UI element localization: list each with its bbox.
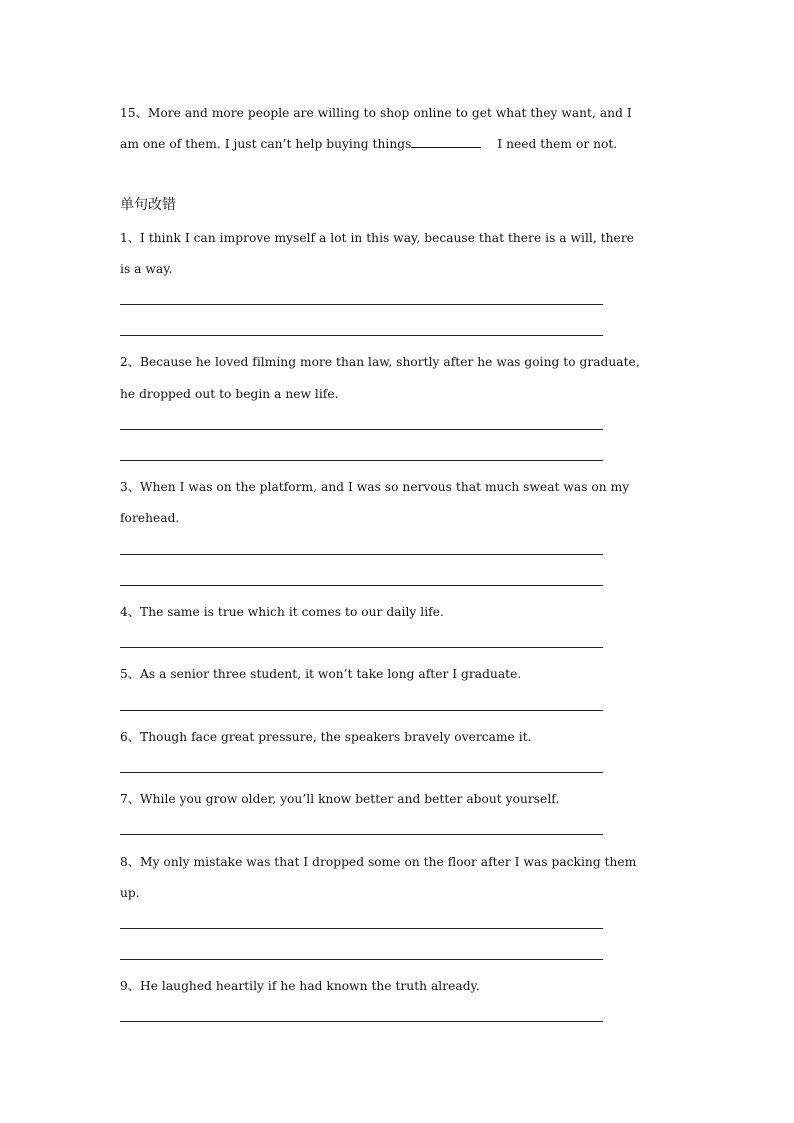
- item-6-line-1: 6、Though face great pressure, the speakers bravely overcame it.: [120, 730, 532, 744]
- question-15-blank[interactable]: [411, 136, 481, 148]
- item-8-answer-line-1[interactable]: [120, 928, 603, 929]
- item-4-line-1: 4、The same is true which it comes to our daily life.: [120, 605, 444, 619]
- item-2-answer-line-1[interactable]: [120, 429, 603, 430]
- item-3-line-2: forehead.: [120, 511, 180, 525]
- question-15-text-b: I need them or not.: [493, 137, 618, 151]
- item-3-answer-line-2[interactable]: [120, 585, 603, 586]
- question-15-line-1: 15、More and more people are willing to shop online to get what they want, and I: [120, 106, 632, 120]
- item-8-line-2: up.: [120, 886, 140, 900]
- item-8-answer-line-2[interactable]: [120, 959, 603, 960]
- question-15-text-a: am one of them. I just can’t help buying things: [120, 137, 412, 151]
- item-4-answer-line[interactable]: [120, 647, 603, 648]
- item-9-line-1: 9、He laughed heartily if he had known the truth already.: [120, 979, 480, 993]
- item-3-line-1: 3、When I was on the platform, and I was so nervous that much sweat was on my: [120, 480, 630, 494]
- item-1-answer-line-2[interactable]: [120, 335, 603, 336]
- item-7-answer-line[interactable]: [120, 834, 603, 835]
- item-2-line-2: he dropped out to begin a new life.: [120, 387, 339, 401]
- question-15-line-2: [120, 136, 680, 152]
- item-5-line-1: 5、As a senior three student, it won’t take long after I graduate.: [120, 667, 522, 681]
- item-2-answer-line-2[interactable]: [120, 460, 603, 461]
- item-3-answer-line-1[interactable]: [120, 554, 603, 555]
- item-5-answer-line[interactable]: [120, 710, 603, 711]
- item-7-line-1: 7、While you grow older, you’ll know better and better about yourself.: [120, 792, 560, 806]
- item-1-answer-line-1[interactable]: [120, 304, 603, 305]
- section-title: 单句改错: [120, 197, 176, 213]
- item-1-line-1: 1、I think I can improve myself a lot in this way, because that there is a will, there: [120, 231, 634, 245]
- item-2-line-1: 2、Because he loved filming more than law, shortly after he was going to graduate,: [120, 355, 640, 369]
- item-6-answer-line[interactable]: [120, 772, 603, 773]
- item-9-answer-line[interactable]: [120, 1021, 603, 1022]
- item-8-line-1: 8、My only mistake was that I dropped some on the floor after I was packing them: [120, 855, 637, 869]
- item-1-line-2: is a way.: [120, 262, 173, 276]
